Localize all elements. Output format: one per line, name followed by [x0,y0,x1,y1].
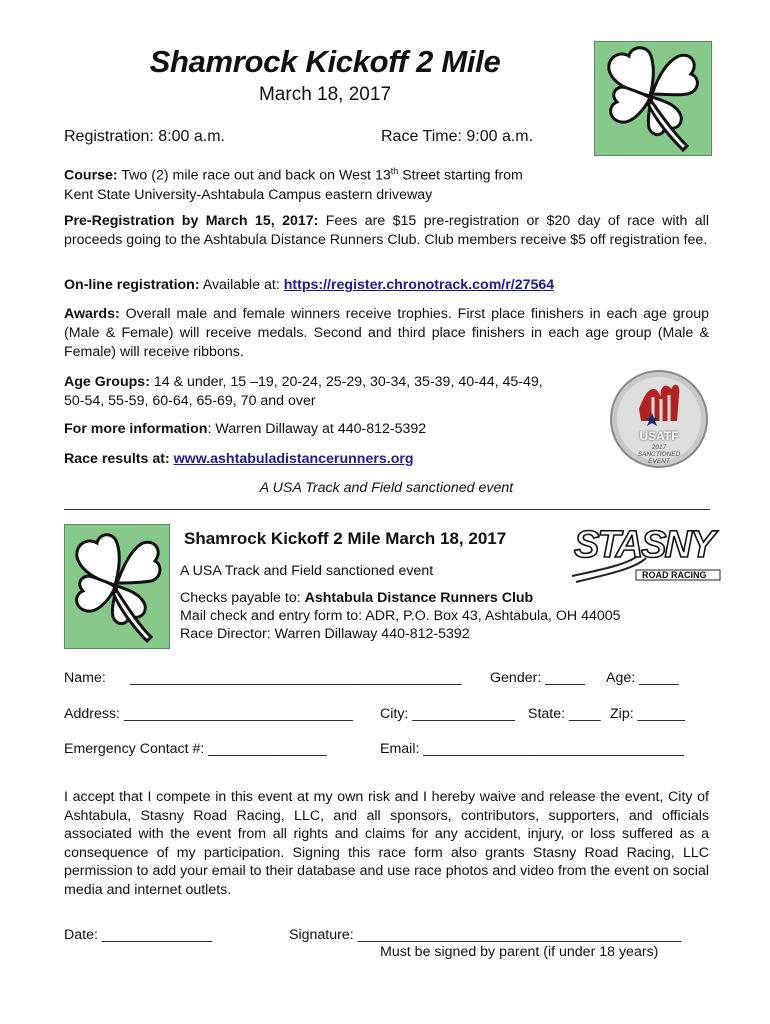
registration-time: Registration: 8:00 a.m. [64,128,225,145]
zip-field[interactable]: Zip: ______ [610,706,685,722]
event-date: March 18, 2017 [258,84,392,105]
signature-field[interactable]: Signature: _________________________________________ [289,927,682,943]
parent-signature-note: Must be signed by parent (if under 18 years) [380,944,659,960]
page-title: Shamrock Kickoff 2 Mile [149,44,501,79]
stasny-logo-text: STASNY [574,524,714,566]
usatf-badge-caption: 2017 SANCTIONED EVENT [637,444,681,465]
mail-address: Mail check and entry form to: ADR, P.O. Box 43, Ashtabula, OH 44005 [180,608,621,624]
state-field[interactable]: State: ____ [528,706,601,722]
registration-link[interactable]: https://register.chronotrack.com/r/27564 [283,277,555,293]
name-field[interactable]: __________________________________________ [130,670,462,686]
emergency-contact-field[interactable]: Emergency Contact #: _______________ [64,741,327,757]
gender-field[interactable]: Gender: _____ [490,670,585,686]
results-link[interactable]: www.ashtabuladistancerunners.org [173,451,414,467]
form-sanctioned: A USA Track and Field sanctioned event [180,563,434,579]
race-director: Race Director: Warren Dillaway 440-812-5392 [180,626,470,642]
shamrock-icon [594,41,712,156]
course-info: Course: Two (2) mile race out and back on West 13th Street starting from Kent State University-Ashtabula Campus eastern driveway [64,166,523,203]
age-field[interactable]: Age: _____ [606,670,679,686]
email-field[interactable]: Email: _________________________________ [380,741,684,757]
waiver-text: I accept that I compete in this event at my own risk and I hereby waive and release the event, City of Ashtabula, Stasny Road Racing, LLC, and all sponsors, contributors, supporters, and officials associated with the event from all rights and claims for any accident, injury, or loss suffered as a consequence of my participation. Signing this race form also grants Stasny Road Racing, LLC permission to add your email to their database and use race photos and video from the event on social media and internet outlets. [64,789,709,898]
race-results: Race results at: www.ashtabuladistancerunners.org [64,451,414,467]
name-label: Name: [64,670,106,686]
checks-payable: Checks payable to: Ashtabula Distance Runners Club [180,590,534,606]
race-time: Race Time: 9:00 a.m. [381,128,534,145]
date-field[interactable]: Date: ______________ [64,927,213,943]
more-info: For more information: Warren Dillaway at 440-812-5392 [64,421,427,437]
section-divider [64,509,710,510]
age-groups-info: Age Groups: 14 & under, 15 –19, 20-24, 25-29, 30-34, 35-39, 40-44, 45-49, 50-54, 55-59, 60-64, 65-69, 70 and over [64,374,543,409]
awards-info: Awards: Overall male and female winners receive trophies. First place finishers in each age group (Male & Female) will receive medals. Second and third place finishers in each age group (Male & Female) will receive ribbons. [64,306,709,360]
shamrock-icon [64,524,170,649]
address-field[interactable]: Address: _____________________________ [64,706,353,722]
sanctioned-note: A USA Track and Field sanctioned event [259,480,514,496]
city-field[interactable]: City: _____________ [380,706,515,722]
usatf-logo-text: USATF [639,429,679,443]
usatf-sanction-badge [609,369,709,469]
stasny-road-racing-logo [570,524,726,584]
form-title: Shamrock Kickoff 2 Mile March 18, 2017 [184,529,507,548]
preregistration-info: Pre-Registration by March 15, 2017: Fees are $15 pre-registration or $20 day of race with all proceeds going to the Ashtabula Distance Runners Club. Club members receive $5 off registration fee. [64,213,709,248]
stasny-logo-sub: ROAD RACING [642,570,707,580]
online-registration: On-line registration: Available at: https://register.chronotrack.com/r/27564 [64,277,555,293]
